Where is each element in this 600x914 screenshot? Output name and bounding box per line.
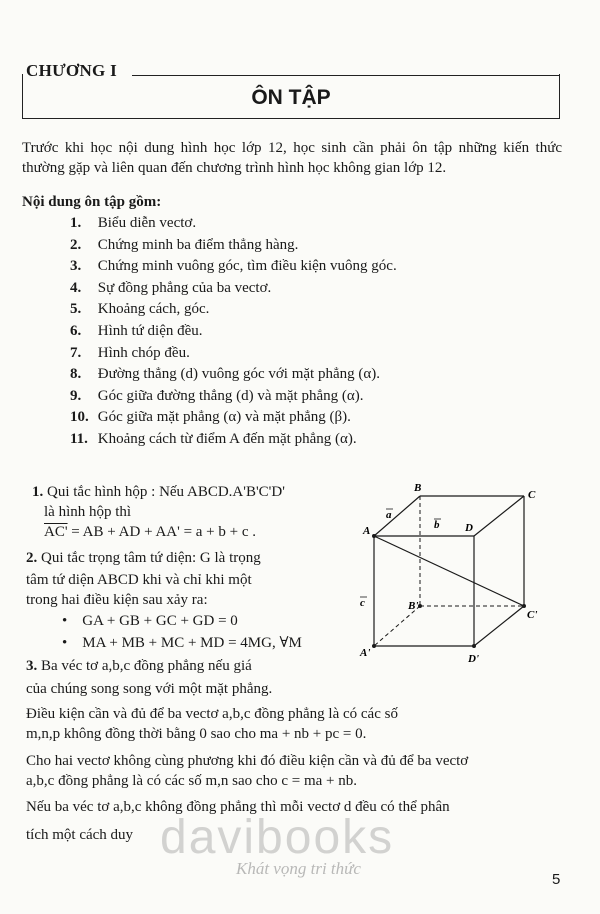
vertex — [372, 644, 376, 648]
watermark-slogan: Khát vọng tri thức — [236, 859, 361, 878]
list-item: 4. Sự đồng phẳng của ba vectơ. — [70, 279, 272, 296]
hidden-edge — [374, 606, 420, 646]
rule-3-line-1: 3. Ba véc tơ a,b,c đồng phẳng nếu giá — [26, 658, 252, 674]
vertex — [522, 604, 526, 608]
page-title: ÔN TẬP — [251, 86, 331, 109]
review-topic-list — [70, 213, 397, 451]
title-box — [22, 74, 560, 119]
rule-2-line-3: trong hai điều kiện sau xảy ra: — [26, 592, 208, 608]
label-d-point: D — [465, 522, 473, 534]
list-item: 7. Hình chóp đều. — [70, 344, 190, 361]
rule-3-line-2: của chúng song song với một mặt phẳng. — [26, 681, 273, 697]
label-c-point: C — [528, 489, 536, 501]
paragraph-1-line-2: m,n,p không đồng thời bằng 0 sao cho ma + nb + pc = 0. — [26, 726, 367, 742]
page-number: 5 — [552, 871, 561, 888]
vertex — [372, 534, 376, 538]
paragraph-1-line-1: Điều kiện cần và đủ để ba vectơ a,b,c đồng phẳng là có các số — [26, 706, 398, 722]
list-item: 10. Góc giữa mặt phẳng (α) và mặt phẳng (β). — [70, 409, 351, 426]
paragraph-3-line-1: Nếu ba véc tơ a,b,c không đồng phẳng thì mỗi vectơ d đều có thể phân — [26, 799, 450, 815]
paragraph-2-line-2: a,b,c đồng phẳng là có các số m,n sao cho c = ma + nb. — [26, 773, 357, 789]
paragraph-3-line-2: tích một cách duy — [26, 827, 134, 843]
rule-2-condition-2: • MA + MB + MC + MD = 4MG, ∀M — [62, 635, 302, 651]
parallelepiped-figure — [352, 478, 580, 674]
paragraph-2-line-1: Cho hai vectơ không cùng phương khi đó điều kiện cần và đủ để ba vectơ — [26, 753, 469, 769]
edge — [474, 606, 524, 646]
label-c-prime: C' — [527, 609, 538, 621]
label-vector-c: c — [360, 597, 365, 609]
rule-2-line-2: tâm tứ diện ABCD khi và chỉ khi một — [26, 572, 252, 588]
rule-1-line-2: là hình hộp thì — [44, 504, 132, 520]
diagonal — [374, 536, 524, 606]
rule-1-line-1: 1. Qui tắc hình hộp : Nếu ABCD.A'B'C'D' — [32, 484, 285, 500]
label-vector-b: b — [434, 519, 440, 531]
list-item: 11. Khoảng cách từ điểm A đến mặt phẳng (α). — [70, 430, 357, 447]
list-item: 3. Chứng minh vuông góc, tìm điều kiện vuông góc. — [70, 258, 397, 275]
watermark-brand: davibooks — [160, 811, 395, 864]
section-heading: Nội dung ôn tập gồm: — [22, 194, 162, 210]
label-d-prime: D' — [468, 653, 479, 665]
list-item: 1. Biểu diễn vectơ. — [70, 215, 197, 231]
list-item: 9. Góc giữa đường thẳng (d) và mặt phẳng (α). — [70, 387, 364, 404]
rule-1-formula: AC' = AB + AD + AA' = a + b + c . — [44, 524, 257, 540]
vertex — [472, 644, 476, 648]
list-item: 5. Khoảng cách, góc. — [70, 301, 210, 318]
label-b-prime: B' — [408, 600, 419, 612]
list-item: 8. Đường thẳng (d) vuông góc với mặt phẳng (α). — [70, 366, 380, 383]
list-item: 6. Hình tứ diện đều. — [70, 322, 203, 339]
chapter-label: CHƯƠNG I — [26, 61, 118, 80]
edge — [374, 496, 420, 536]
label-b-point: B — [414, 482, 422, 494]
edge — [474, 496, 524, 536]
intro-paragraph: Trước khi học nội dung hình học lớp 12, học sinh cần phải ôn tập những kiến thức thường gặp và liên quan đến chương trình hình học không gian lớp 12. — [22, 140, 562, 177]
vertex — [418, 604, 422, 608]
list-item: 2. Chứng minh ba điểm thẳng hàng. — [70, 236, 299, 253]
rule-2-condition-1: • GA + GB + GC + GD = 0 — [62, 613, 238, 629]
label-a-prime: A' — [360, 647, 371, 659]
label-a-point: A — [363, 525, 371, 537]
rule-2-line-1: 2. Qui tắc trọng tâm tứ diện: G là trọng — [26, 550, 261, 566]
label-vector-a: a — [386, 509, 392, 521]
